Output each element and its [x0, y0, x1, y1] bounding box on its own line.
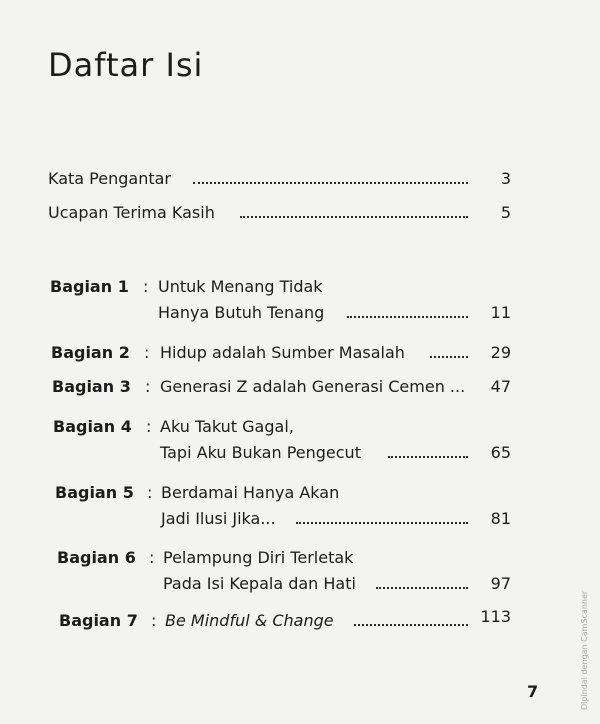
- page-title: Daftar Isi: [48, 46, 204, 84]
- toc-page-number: 3: [500, 169, 511, 188]
- toc-page-number: 5: [500, 203, 511, 222]
- section-title-line: Pada Isi Kepala dan Hati: [163, 574, 356, 593]
- leader-dots: [354, 622, 468, 626]
- section-page-number: 47: [490, 377, 511, 396]
- section-label: Bagian 6: [57, 548, 136, 567]
- section-title-line: Be Mindful & Change: [165, 611, 334, 630]
- section-title-line: Berdamai Hanya Akan: [161, 483, 340, 502]
- colon: :: [149, 548, 155, 567]
- colon: :: [143, 277, 149, 296]
- section-page-number: 97: [490, 574, 511, 593]
- section-page-number: 29: [490, 343, 511, 362]
- toc-entry-title: Kata Pengantar: [48, 169, 171, 188]
- page-number: 7: [527, 682, 539, 701]
- section-title-line: Generasi Z adalah Generasi Cemen ...: [160, 377, 466, 396]
- section-label: Bagian 5: [55, 483, 134, 502]
- section-label: Bagian 2: [51, 343, 130, 362]
- section-page-number: 65: [490, 443, 511, 462]
- colon: :: [146, 417, 152, 436]
- section-title-line: Hidup adalah Sumber Masalah: [160, 343, 405, 362]
- colon: :: [145, 377, 151, 396]
- section-title-line: Untuk Menang Tidak: [158, 277, 323, 296]
- section-title-line: Pelampung Diri Terletak: [163, 548, 354, 567]
- section-title-line: Hanya Butuh Tenang: [158, 303, 325, 322]
- leader-dots: [296, 520, 468, 524]
- section-title-line: Jadi Ilusi Jika...: [161, 509, 276, 528]
- leader-dots: [376, 585, 468, 589]
- section-title-line: Aku Takut Gagal,: [160, 417, 294, 436]
- section-label: Bagian 4: [53, 417, 132, 436]
- leader-dots: [347, 314, 468, 318]
- section-label: Bagian 3: [52, 377, 131, 396]
- leader-dots: [240, 214, 468, 218]
- section-page-number: 113: [480, 607, 511, 626]
- colon: :: [144, 343, 150, 362]
- colon: :: [147, 483, 153, 502]
- leader-dots: [388, 454, 468, 458]
- section-label: Bagian 7: [59, 611, 138, 630]
- section-page-number: 11: [490, 303, 511, 322]
- section-label: Bagian 1: [50, 277, 129, 296]
- section-title-line: Tapi Aku Bukan Pengecut: [160, 443, 361, 462]
- leader-dots: [193, 180, 468, 184]
- colon: :: [151, 611, 157, 630]
- scanner-watermark: Dipindai dengan CamScanner: [580, 590, 589, 710]
- section-page-number: 81: [490, 509, 511, 528]
- toc-entry-title: Ucapan Terima Kasih: [48, 203, 215, 222]
